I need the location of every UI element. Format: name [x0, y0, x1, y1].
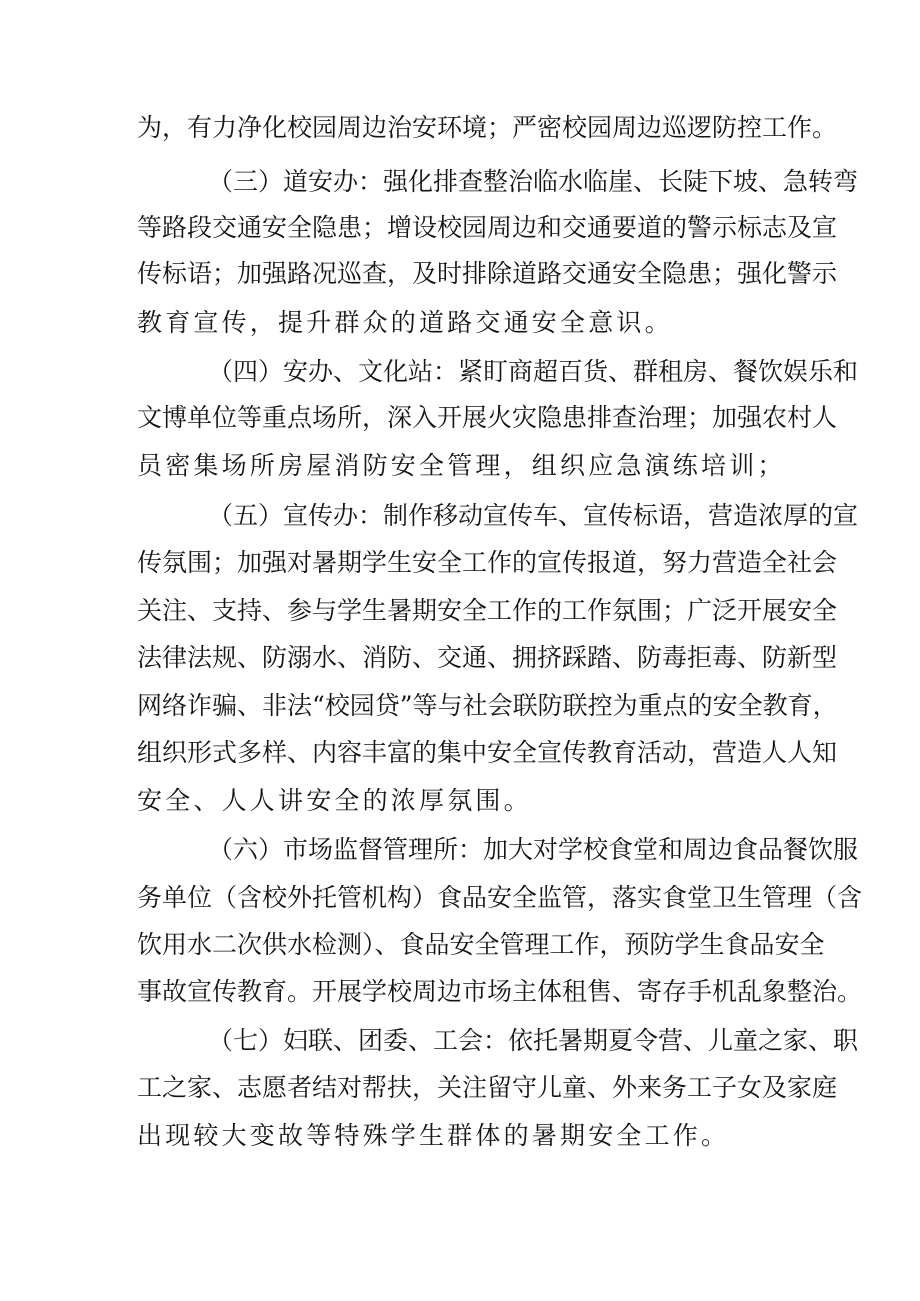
text-line: 等路段交通安全隐患；增设校园周边和交通要道的警示标志及宣 [137, 213, 838, 242]
paragraph-heading-line: （五）宣传办：制作移动宣传车、宣传标语，营造浓厚的宣 [208, 501, 859, 530]
text-line: 为，有力净化校园周边治安环境；严密校园周边巡逻防控工作。 [137, 113, 838, 142]
text-line: 法律法规、防溺水、消防、交通、拥挤踩踏、防毒拒毒、防新型 [137, 643, 838, 672]
text-line: 网络诈骗、非法“校园贷”等与社会联防联控为重点的安全教育， [137, 691, 838, 720]
text-line: 关注、支持、参与学生暑期安全工作的工作氛围；广泛开展安全 [137, 596, 838, 625]
text-line: 传标语；加强路况巡查，及时排除道路交通安全隐患；强化警示 [137, 259, 838, 288]
paragraph-heading-line: （七）妇联、团委、工会：依托暑期夏令营、儿童之家、职 [208, 1026, 859, 1055]
paragraph-heading-line: （三）道安办：强化排查整治临水临崖、长陡下坡、急转弯 [208, 167, 859, 196]
paragraph-heading-line: （六）市场监督管理所：加大对学校食堂和周边食品餐饮服 [208, 835, 859, 864]
text-line: 务单位（含校外托管机构）食品安全监管，落实食堂卫生管理（含 [137, 883, 863, 912]
text-line: 事故宣传教育。开展学校周边市场主体租售、寄存手机乱象整治。 [137, 977, 863, 1006]
text-line: 工之家、志愿者结对帮扶，关注留守儿童、外来务工子女及家庭 [137, 1073, 838, 1102]
text-line: 传氛围；加强对暑期学生安全工作的宣传报道，努力营造全社会 [137, 548, 838, 577]
paragraph-heading-line: （四）安办、文化站：紧盯商超百货、群租房、餐饮娱乐和 [208, 357, 859, 386]
text-line: 组织形式多样、内容丰富的集中安全宣传教育活动，营造人人知 [137, 738, 838, 767]
text-line: 出现较大变故等特殊学生群体的暑期安全工作。 [137, 1121, 730, 1150]
text-line: 员密集场所房屋消防安全管理，组织应急演练培训； [137, 451, 786, 480]
text-line: 教育宣传，提升群众的道路交通安全意识。 [137, 308, 673, 337]
text-line: 安全、人人讲安全的浓厚氛围。 [137, 786, 532, 815]
text-line: 饮用水二次供水检测）、食品安全管理工作，预防学生食品安全 [137, 930, 825, 959]
text-line: 文博单位等重点场所，深入开展火灾隐患排查治理；加强农村人 [137, 403, 838, 432]
